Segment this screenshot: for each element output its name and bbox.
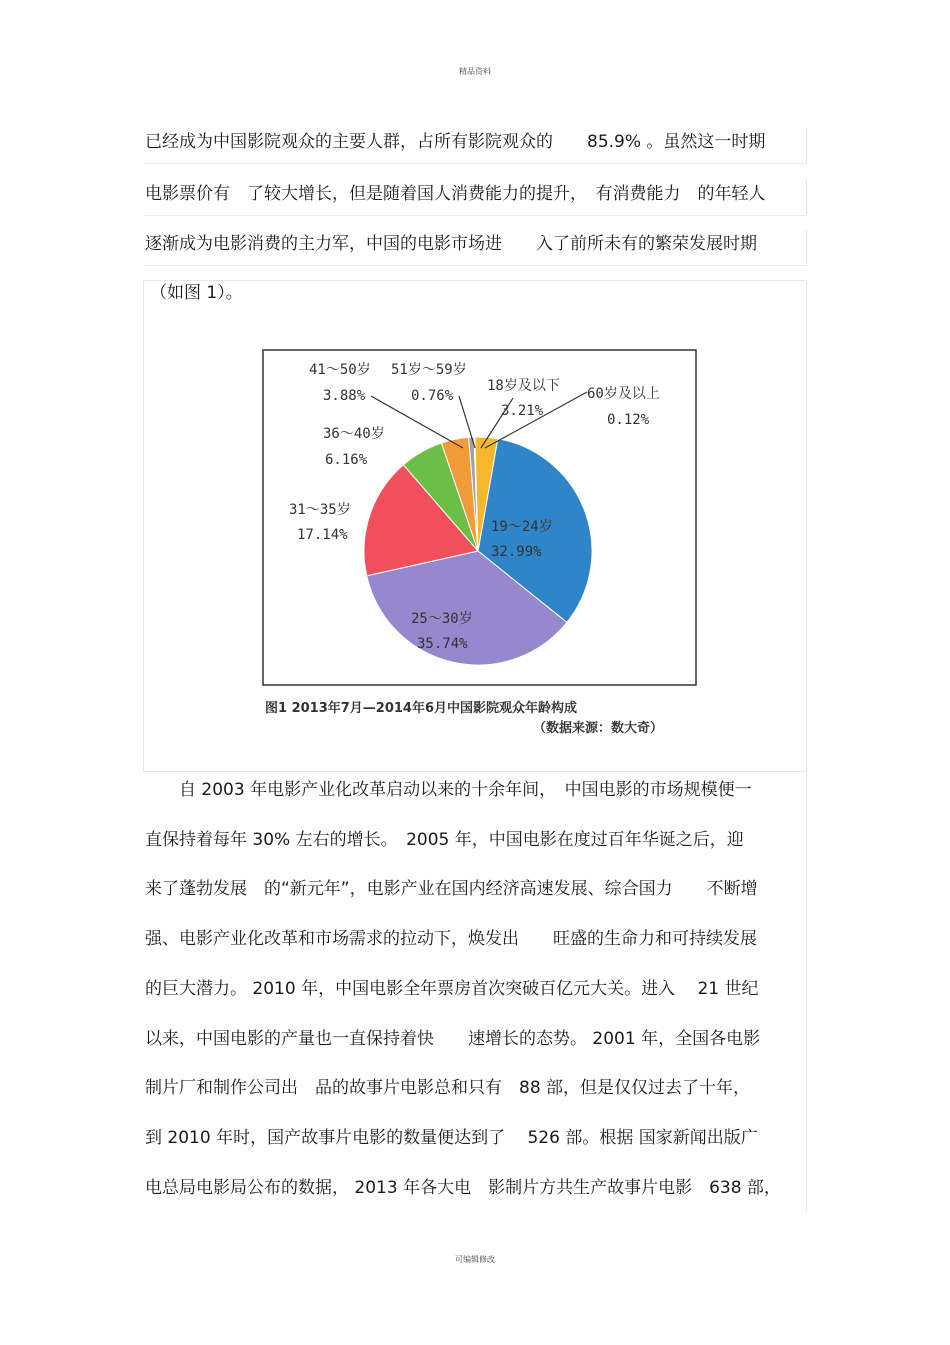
chart-caption: 图1 2013年7月—2014年6月中国影院观众年龄构成	[265, 701, 578, 716]
pie-chart-figure	[251, 340, 709, 738]
body-line-6: 以来，中国电影的产量也一直保持着快 速增长的态势。 2001 年，全国各电影	[145, 1029, 761, 1049]
body-line-2: 直保持着每年 30% 左右的增长。 2005 年，中国电影在度过百年华诞之后，迎	[145, 830, 744, 850]
body-line-1: 自 2003 年电影产业化改革启动以来的十余年间， 中国电影的市场规模便一	[145, 780, 752, 800]
slice-value-4: 6.16%	[325, 452, 368, 468]
body-line-5: 的巨大潜力。 2010 年，中国电影全年票房首次突破百亿元大关。进入 21 世纪	[145, 979, 759, 999]
intro-line-1: 已经成为中国影院观众的主要人群，占所有影院观众的 85.9% 。虽然这一时期	[145, 128, 807, 164]
page-header: 精品资料	[459, 67, 491, 76]
slice-label-4: 36～40岁	[323, 426, 385, 442]
slice-label-5: 41～50岁	[309, 362, 371, 378]
slice-label-1: 19～24岁	[491, 519, 553, 535]
page-footer: 可编辑修改	[455, 1255, 495, 1264]
body-line-9: 电总局电影局公布的数据， 2013 年各大电 影制片方共生产故事片电影 638 部，	[145, 1178, 781, 1198]
pie-chart	[251, 340, 709, 738]
slice-label-6: 51岁～59岁	[391, 362, 467, 378]
slice-label-8: 18岁及以下	[487, 378, 560, 394]
slice-label-3: 31～35岁	[289, 502, 351, 518]
slice-value-6: 0.76%	[411, 388, 454, 404]
right-rule	[806, 772, 807, 1212]
intro-line-4: （如图 1）。	[150, 283, 243, 303]
body-line-7: 制片厂和制作公司出 品的故事片电影总和只有 88 部，但是仅仅过去了十年，	[145, 1078, 751, 1098]
slice-value-5: 3.88%	[323, 388, 366, 404]
intro-line-2: 电影票价有 了较大增长，但是随着国人消费能力的提升， 有消费能力 的年轻人	[145, 180, 807, 216]
body-line-8: 到 2010 年时，国产故事片电影的数量便达到了 526 部。根据 国家新闻出版广	[145, 1128, 758, 1148]
slice-value-7: 0.12%	[607, 412, 650, 428]
intro-line-3: 逐渐成为电影消费的主力军，中国的电影市场进 入了前所未有的繁荣发展时期	[145, 230, 807, 266]
slice-value-3: 17.14%	[297, 527, 348, 543]
slice-label-2: 25～30岁	[411, 611, 473, 627]
slice-value-8: 3.21%	[501, 403, 544, 419]
slice-label-7: 60岁及以上	[587, 386, 660, 402]
slice-value-1: 32.99%	[491, 544, 542, 560]
body-line-3: 来了蓬勃发展 的“新元年”，电影产业在国内经济高速发展、综合国力 不断增	[145, 879, 758, 899]
slice-value-2: 35.74%	[417, 636, 468, 652]
body-line-4: 强、电影产业化改革和市场需求的拉动下，焕发出 旺盛的生命力和可持续发展	[145, 929, 757, 949]
chart-source: （数据来源：数大奇）	[533, 721, 664, 736]
